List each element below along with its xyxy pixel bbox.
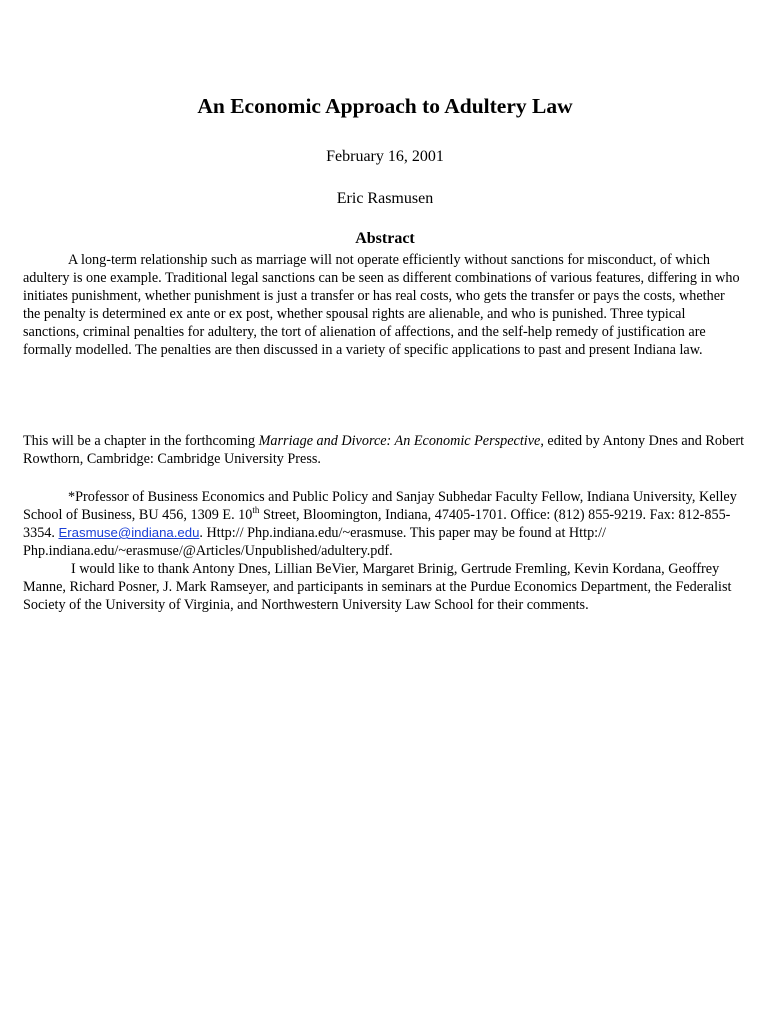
acknowledgments: I would like to thank Antony Dnes, Lillian BeVier, Margaret Brinig, Gertrude Fremling, Kevin Kordana, Geoffrey Manne, Richard Posner, J. Mark Ramseyer, and participants in seminars at the Purdue Economics Department, the Federalist Society of the University of Virginia, and Northwestern University Law School for their comments. bbox=[23, 561, 732, 613]
affiliation-part-1: *Professor of Business Economics and Public Policy and Sanjay Subhedar Faculty Fellow, Indiana University, Kelley School of Business, BU 456, 1309 E. 10 bbox=[23, 489, 737, 523]
affiliation-part-2: Street, Bloomington, Indiana, 47405-1701. Office: (812) 855-9219. Fax: 812-855-3354. bbox=[23, 507, 731, 541]
paper-date: February 16, 2001 bbox=[326, 148, 444, 165]
paper-author: Eric Rasmusen bbox=[336, 190, 434, 207]
abstract-text: A long-term relationship such as marriage will not operate efficiently without sanctions for misconduct, of which adultery is one example. Traditional legal sanctions can be seen as different combinations of various features, differing in who initiates punishment, whether punishment is just a transfer or has real costs, who gets the transfer or pays the costs, whether the penalty is determined ex ante or ex post, whether spousal rights are alienable, and who is punished. Three typical sanctions, criminal penalties for adultery, the tort of alienation of affections, and the self-help remedy of justification are formally modelled. The penalties are then discussed in a variety of specific applications to past and present Indiana law. bbox=[23, 252, 740, 358]
affiliation-part-3: . Http:// Php.indiana.edu/~erasmuse. This paper may be found at Http:// Php.indiana.edu/~erasmuse/@Articles/Unpublished/adultery.pdf. bbox=[23, 525, 606, 559]
ordinal-superscript: th bbox=[252, 505, 260, 515]
paper-title: An Economic Approach to Adultery Law bbox=[197, 94, 573, 118]
chapter-note bbox=[23, 432, 753, 468]
abstract-heading: Abstract bbox=[355, 230, 415, 247]
chapter-note-after: , edited by Antony Dnes and Robert Rowthorn, Cambridge: Cambridge University Press. bbox=[23, 433, 745, 467]
email-link[interactable]: Erasmuse@indiana.edu bbox=[58, 525, 200, 540]
book-title: Marriage and Divorce: An Economic Perspective bbox=[258, 433, 541, 449]
author-affiliation-footnote bbox=[23, 488, 747, 560]
chapter-note-before: This will be a chapter in the forthcoming bbox=[23, 433, 259, 449]
